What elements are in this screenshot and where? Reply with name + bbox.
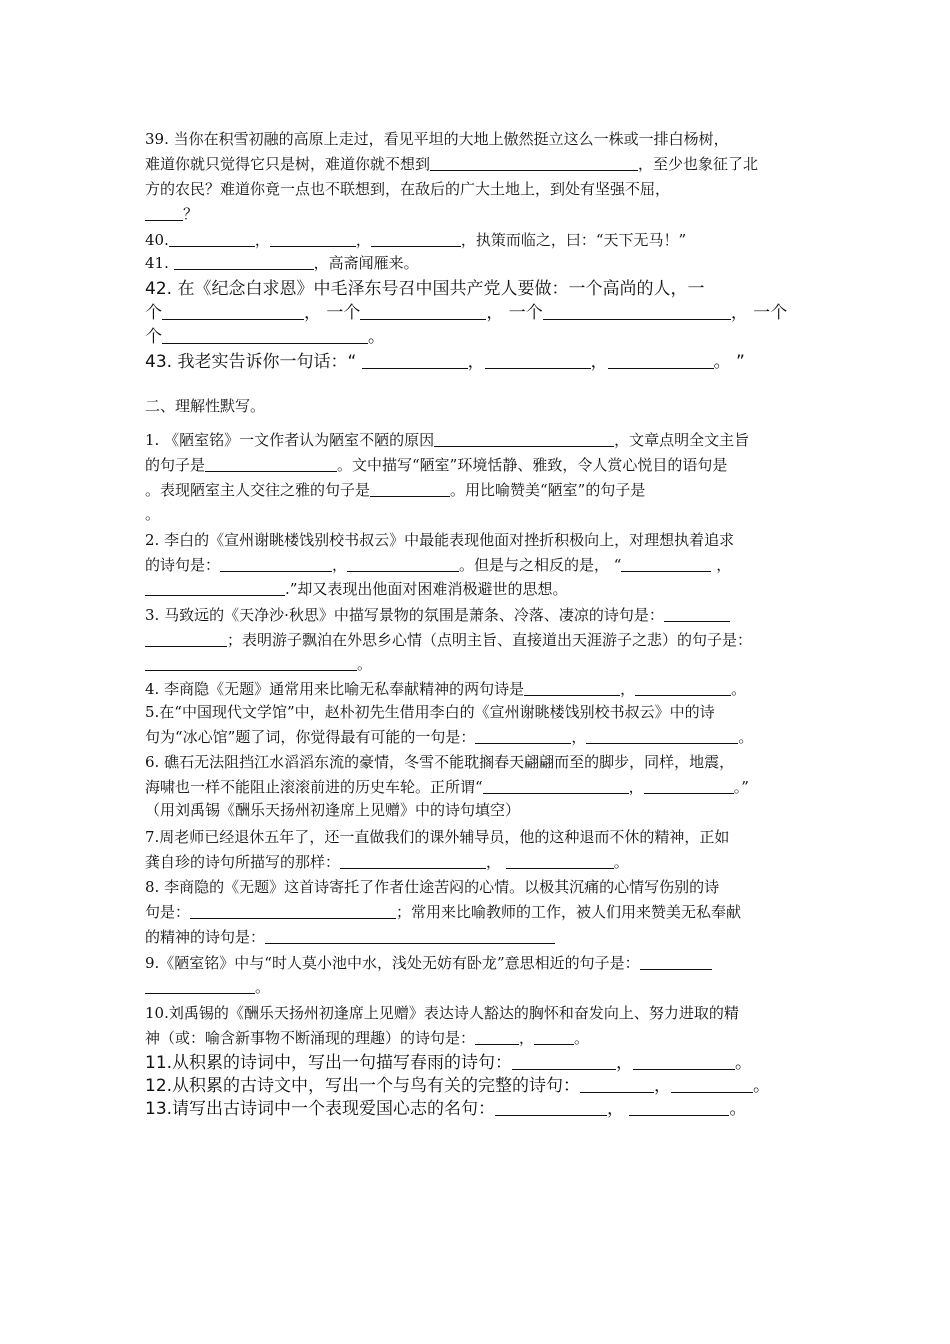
item8-line-1: 8. 李商隐的《无题》这首诗寄托了作者仕途苦闷的心情。以极其沉痛的心情写伤别的诗 (145, 878, 720, 896)
answer-blank[interactable] (145, 977, 255, 994)
item7-line-1: 7.周老师已经退休五年了，还一直做我们的课外辅导员，他的这种退而不休的精神，正如 (145, 828, 730, 846)
q43-line: 43. 我老实告诉你一句话：“ ， ， 。 ” (145, 352, 745, 372)
q40-line: 40. ， ， ，执策而临之，曰：“天下无马！” (145, 231, 687, 249)
section-heading: 二、理解性默写。 (145, 397, 266, 415)
answer-blank[interactable] (145, 630, 227, 647)
item11-line: 11.从积累的诗词中，写出一句描写春雨的诗句： ， 。 (145, 1053, 753, 1073)
answer-blank[interactable] (543, 301, 731, 320)
answer-blank[interactable] (347, 555, 459, 572)
answer-blank[interactable] (475, 727, 571, 744)
answer-blank[interactable] (483, 777, 629, 794)
item9-line-1: 9.《陋室铭》中与“时人莫小池中水，浅处无妨有卧龙”意思相近的句子是： (145, 952, 712, 974)
item1-line-1: 1. 《陋室铭》一文作者认为陋室不陋的原因 ，文章点明全文主旨 (145, 431, 750, 449)
answer-blank[interactable] (145, 204, 183, 221)
q39-line-2: 难道你就只觉得它只是树，难道你就不想到 ，至少也象征了北 (145, 155, 759, 173)
answer-blank[interactable] (220, 555, 332, 572)
q42-line-2: 个 ， 一个 ， 一个 ， 一个 (145, 303, 788, 323)
answer-blank[interactable] (586, 727, 738, 744)
q39-line-4: ？ (145, 203, 198, 225)
item13-line: 13.请写出古诗词中一个表现爱国心志的名句： ， 。 (145, 1099, 747, 1119)
item2-line-1: 2. 李白的《宣州谢眺楼饯别校书叔云》中最能表现他面对挫折积极向上，对理想执着追求 (145, 531, 735, 549)
q42-line-1: 42. 在《纪念白求恩》中毛泽东号召中国共产党人要做：一个高尚的人，一 (145, 279, 705, 299)
q41-line: 41. ，高斋闻雁来。 (145, 254, 419, 272)
answer-blank[interactable] (145, 579, 285, 596)
answer-blank[interactable] (671, 1074, 753, 1093)
answer-blank[interactable] (162, 325, 368, 344)
q39-line-3: 方的农民？难道你竟一点也不联想到，在敌后的广大土地上，到处有坚强不屈， (145, 180, 671, 198)
item6-line-2: 海啸也一样不能阻止滚滚前进的历史车轮。正所谓“ ， 。” (145, 778, 749, 796)
q39-line-1: 39. 当你在积雪初融的高原上走过，看见平坦的大地上傲然挺立这么一株或一排白杨树， (145, 130, 729, 148)
answer-blank[interactable] (340, 852, 486, 869)
answer-blank[interactable] (664, 605, 730, 622)
answer-blank[interactable] (621, 555, 711, 572)
item2-line-2: 的诗句是： ， 。但是与之相反的是， “ ， (145, 556, 732, 574)
item6-line-1: 6. 礁石无法阻挡江水滔滔东流的豪情，冬雪不能耽搁春天翩翩而至的脚步，同样，地震， (145, 753, 735, 771)
item10-line-2: 神（或：喻含新事物不断涌现的理趣）的诗句是： ， 。 (145, 1029, 590, 1047)
item5-line-2: 句为“冰心馆”题了词，你觉得最有可能的一句是： ， 。 (145, 728, 754, 746)
answer-blank[interactable] (512, 1051, 616, 1070)
answer-blank[interactable] (162, 301, 304, 320)
answer-blank[interactable] (430, 154, 638, 171)
answer-blank[interactable] (360, 301, 486, 320)
answer-blank[interactable] (629, 1097, 729, 1116)
answer-blank[interactable] (534, 1028, 574, 1045)
item2-line-3: .”却又表现出他面对困难消极避世的思想。 (145, 578, 567, 600)
item8-line-3: 的精神的诗句是： (145, 926, 555, 948)
item4-line: 4. 李商隐《无题》通常用来比喻无私奉献精神的两句诗是 ， 。 (145, 680, 747, 698)
answer-blank[interactable] (644, 777, 734, 794)
item3-line-3: 。 (145, 653, 372, 675)
answer-blank[interactable] (371, 230, 461, 247)
item10-line-1: 10.刘禹锡的《酬乐天扬州初逢席上见赠》表达诗人豁达的胸怀和奋发向上、努力进取的精 (145, 1004, 739, 1022)
item5-line-1: 5.在“中国现代文学馆”中，赵朴初先生借用李白的《宣州谢眺楼饯别校书叔云》中的诗 (145, 703, 715, 721)
answer-blank[interactable] (640, 953, 712, 970)
answer-blank[interactable] (434, 430, 614, 447)
answer-blank[interactable] (370, 480, 450, 497)
item9-line-2: 。 (145, 976, 270, 998)
answer-blank[interactable] (633, 1051, 735, 1070)
item1-line-2: 的句子是 。文中描写“陋室”环境恬静、雅致，令人赏心悦目的语句是 (145, 456, 728, 474)
answer-blank[interactable] (265, 927, 555, 944)
q42-line-3: 个 。 (145, 327, 385, 347)
answer-blank[interactable] (506, 852, 614, 869)
item3-line-2: ；表明游子飘泊在外思乡心情（点明主旨、直接道出天涯游子之悲）的句子是： (145, 629, 752, 651)
answer-blank[interactable] (580, 1074, 654, 1093)
answer-blank[interactable] (362, 350, 468, 369)
item1-line-4: 。 (145, 505, 161, 523)
answer-blank[interactable] (635, 679, 731, 696)
answer-blank[interactable] (608, 350, 714, 369)
item7-line-2: 龚自珍的诗句所描写的那样： ， 。 (145, 853, 629, 871)
answer-blank[interactable] (495, 1097, 607, 1116)
item6-line-3: （用刘禹锡《酬乐天扬州初逢席上见赠》中的诗句填空） (145, 801, 521, 819)
item8-line-2: 句是： ；常用来比喻教师的工作，被人们用来赞美无私奉献 (145, 903, 742, 921)
answer-blank[interactable] (270, 230, 356, 247)
answer-blank[interactable] (190, 902, 396, 919)
item12-line: 12.从积累的古诗文中，写出一个与鸟有关的完整的诗句： ， 。 (145, 1076, 771, 1096)
answer-blank[interactable] (524, 679, 620, 696)
answer-blank[interactable] (475, 1028, 519, 1045)
answer-blank[interactable] (174, 253, 314, 270)
item3-line-1: 3. 马致远的《天净沙·秋思》中描写景物的氛围是萧条、冷落、凄凉的诗句是： (145, 604, 730, 626)
item1-line-3: 。表现陋室主人交往之雅的句子是 。用比喻赞美“陋室”的句子是 (145, 481, 646, 499)
answer-blank[interactable] (145, 654, 357, 671)
answer-blank[interactable] (205, 455, 337, 472)
answer-blank[interactable] (485, 350, 591, 369)
answer-blank[interactable] (169, 230, 255, 247)
